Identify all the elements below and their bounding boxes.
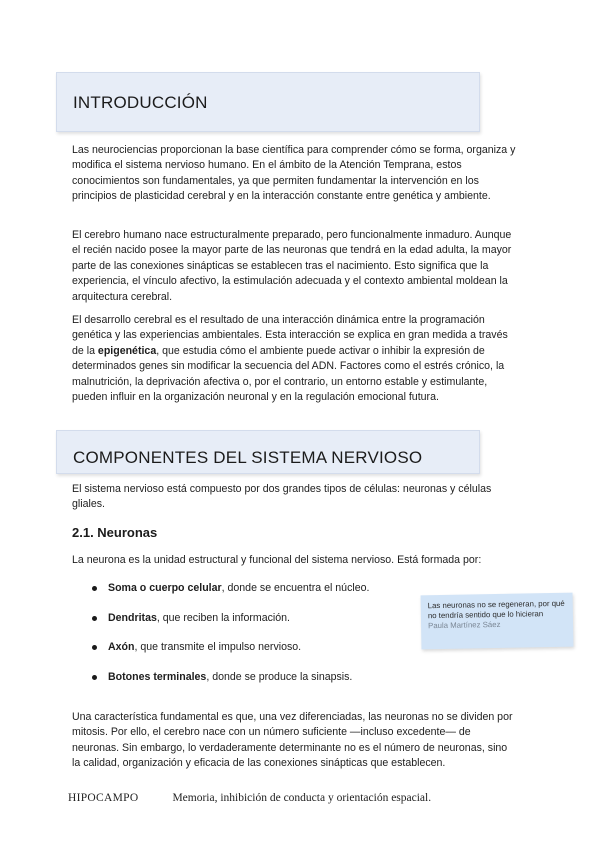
components-header <box>56 430 480 474</box>
list-item <box>92 612 369 642</box>
neuron-parts-list <box>92 582 369 700</box>
intro-paragraph-1: Las neurociencias proporcionan la base científica para comprender cómo se forma, organiza y modifica el sistema nervioso humano. En el ámbito de la Atención Temprana, estos conocimientos son fundamentales, ya que permiten fundamentar la intervención en los principios de plasticidad cerebral y en la interacción constante entre genética y ambiente. <box>72 144 516 203</box>
list-item-text: , donde se produce la sinapsis. <box>206 670 353 683</box>
footer-title: Memoria, inhibición de conducta y orientación espacial. <box>172 792 432 804</box>
intro-p3-after: , que estudia cómo el ambiente puede activar o inhibir la expresión de determinados genes sin modificar la secuencia del ADN. Factores como el estrés crónico, la malnutrición, la deprivación afectiva o, por el contrario, un entorno estable y estimulante, pueden influir en la organización neuronal y en la regulación emocional futura. <box>72 344 505 404</box>
intro-paragraph-3 <box>72 313 516 405</box>
intro-paragraph-2: El cerebro humano nace estructuralmente preparado, pero funcionalmente inmaduro. Aunque el recién nacido posee la mayor parte de las neuronas que tendrá en la edad adulta, la mayor parte de las conexiones sinápticas se establecen tras el nacimiento. Esto significa que la experiencia, el vínculo afectivo, la estimulación adecuada y el contexto ambiental moldean la arquitectura cerebral. <box>72 229 512 303</box>
intro-header <box>56 72 480 132</box>
closing-paragraph: Una característica fundamental es que, una vez diferenciadas, las neuronas no se dividen por mitosis. Por ello, el cerebro nace con un número suficiente —incluso excedente— de neuronas. Sin embargo, lo verdaderamente determinante no es el número de neuronas, sino la calidad, organización y eficacia de las conexiones sinápticas que establecen. <box>72 711 513 770</box>
list-item-text: , donde se encuentra el núcleo. <box>221 582 370 594</box>
intro-p3-before: El desarrollo cerebral es el resultado de una interacción dinámica entre la programación genética y las experiencias ambientales. Esta interacción se explica en gran medida a través de la <box>72 314 508 357</box>
footer-brand: HIPOCAMPO <box>68 792 139 804</box>
page-footer <box>68 792 431 804</box>
components-intro: El sistema nervioso está compuesto por dos grandes tipos de células: neuronas y células gliales. <box>72 483 492 511</box>
list-item-term: Soma o cuerpo celular <box>108 582 222 594</box>
epigenetics-term: epigenética <box>97 344 157 357</box>
bullet-icon <box>92 645 97 650</box>
list-item <box>92 582 369 612</box>
list-item-term: Botones terminales <box>108 670 207 683</box>
bullet-icon <box>92 586 97 591</box>
bullet-icon <box>92 616 97 621</box>
list-item-term: Dendritas <box>108 611 157 624</box>
list-item <box>92 671 369 701</box>
list-item-term: Axón <box>108 641 135 653</box>
sticky-note-author: Paula Martínez Sáez <box>427 619 501 631</box>
sticky-note <box>421 593 574 650</box>
components-heading: COMPONENTES DEL SISTEMA NERVIOSO <box>73 448 423 467</box>
neuron-intro: La neurona es la unidad estructural y funcional del sistema nervioso. Está formada por: <box>72 554 482 566</box>
bullet-icon <box>92 675 97 680</box>
list-item-text: , que reciben la información. <box>156 611 290 624</box>
list-item-text: , que transmite el impulso nervioso. <box>134 641 302 653</box>
intro-heading: INTRODUCCIÓN <box>73 93 208 112</box>
list-item <box>92 641 369 671</box>
neurons-subheading: 2.1. Neuronas <box>72 525 158 540</box>
sticky-note-text: Las neuronas no se regeneran, por qué no tendría sentido que lo hicieran <box>427 598 565 621</box>
